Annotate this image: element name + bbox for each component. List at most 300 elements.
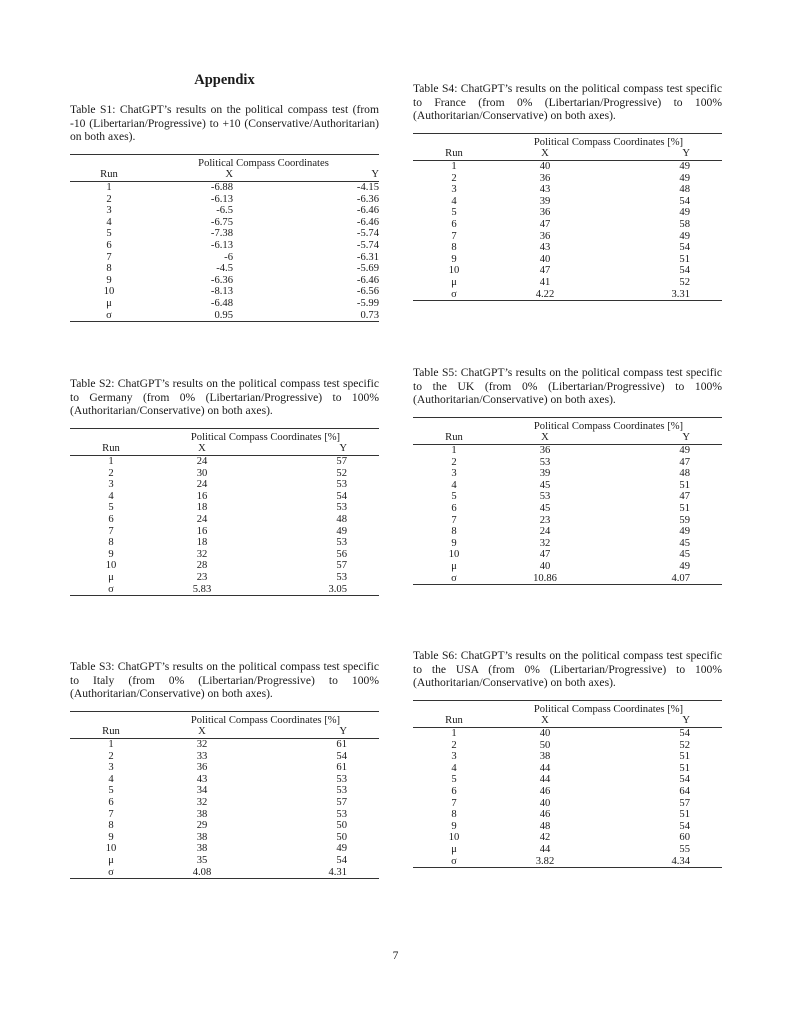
y-cell: -6.56 [356,286,379,298]
x-cell: 39 [539,468,551,480]
column-header-row [413,432,722,444]
x-cell: 47 [539,549,551,561]
column-header-x: X [148,169,233,181]
run-cell: μ [108,854,114,866]
column-header-row [70,726,379,738]
y-cell: 54 [679,265,690,277]
y-cell: 60 [679,832,690,844]
run-cell: 5 [451,774,457,786]
run-cell: 10 [103,286,115,298]
run-cell: μ [108,571,114,583]
table-row [413,727,722,739]
cell-spacer [233,181,253,193]
x-cell: 18 [196,502,208,514]
table-row [70,514,379,526]
table-row [70,240,379,252]
cell-spacer [233,263,253,275]
run-cell: 6 [108,796,114,808]
run-cell: 8 [451,526,457,538]
run-cell: 9 [451,537,457,549]
table-s3-italy [70,660,379,879]
y-cell: 49 [679,230,690,242]
mean-row [70,572,379,584]
y-cell: 50 [336,831,347,843]
y-cell: 52 [336,467,347,479]
stddev-row [413,289,722,301]
table-row [413,798,722,810]
run-cell: 5 [451,491,457,503]
run-cell: 3 [451,184,457,196]
table-caption: Table S3: ChatGPT’s results on the political compass test specific to Italy (from 0% (Libertarian/Progressive) to 100% (Authoritarian/Conservative) on both axes). [70,660,379,701]
mean-row [413,277,722,289]
run-cell: σ [451,572,457,584]
table-row [70,797,379,809]
x-cell: -7.38 [210,228,233,240]
y-cell: 53 [336,785,347,797]
x-cell: 40 [539,560,551,572]
run-cell: 9 [108,548,114,560]
run-cell: 9 [106,274,112,286]
group-header-spacer [413,133,495,148]
y-cell: 51 [679,751,690,763]
table-row [413,196,722,208]
y-cell: 52 [679,276,690,288]
table-s4-france [413,82,722,301]
run-cell: 9 [108,831,114,843]
y-cell: -5.69 [356,263,379,275]
results-table [70,428,379,596]
y-cell: 53 [336,537,347,549]
y-cell: -6.46 [356,274,379,286]
run-cell: 7 [451,230,457,242]
column-header-run: Run [70,169,148,181]
x-cell: 38 [196,808,208,820]
y-cell: 4.07 [671,572,690,584]
x-cell: 18 [196,537,208,549]
x-cell: 35 [196,854,208,866]
x-cell: 16 [196,490,208,502]
table-row [70,809,379,821]
mean-row [413,561,722,573]
run-cell: 10 [105,560,117,572]
group-header-label: Political Compass Coordinates [%] [533,420,684,432]
run-cell: 1 [108,738,114,750]
y-cell: -4.15 [356,181,379,193]
y-cell: -5.74 [356,228,379,240]
y-cell: 49 [679,444,690,456]
run-cell: 5 [108,785,114,797]
y-cell: 52 [679,739,690,751]
column-header-y: Y [253,169,379,181]
column-header-row [413,148,722,160]
table-row [413,538,722,550]
mean-row [70,298,379,310]
group-header-row [413,700,722,715]
run-cell: 7 [108,525,114,537]
y-cell: 48 [679,468,690,480]
y-cell: 49 [679,207,690,219]
x-cell: 40 [539,160,551,172]
run-cell: 10 [448,832,460,844]
table-row [413,468,722,480]
x-cell: 39 [539,195,551,207]
x-cell: -6.75 [210,216,233,228]
y-cell: 4.34 [671,855,690,867]
run-cell: 7 [451,514,457,526]
x-cell: 46 [539,809,551,821]
run-cell: 4 [108,773,114,785]
y-cell: -6.46 [356,216,379,228]
run-cell: σ [451,288,457,300]
y-cell: 53 [336,479,347,491]
column-header-y: Y [595,148,722,160]
stddev-row [413,573,722,585]
x-cell: 43 [539,184,551,196]
table-row [70,194,379,206]
x-cell: 40 [539,253,551,265]
run-cell: 8 [451,242,457,254]
x-cell: 3.82 [535,855,555,867]
cell-spacer [233,205,253,217]
run-cell: 2 [108,750,114,762]
cell-spacer [233,298,253,310]
x-cell: 29 [196,820,208,832]
table-row [70,286,379,298]
y-cell: 49 [679,160,690,172]
table-row [70,205,379,217]
cell-spacer [233,286,253,298]
x-cell: -6.13 [210,239,233,251]
run-cell: 2 [108,467,114,479]
x-cell: 42 [539,832,551,844]
y-cell: 53 [336,773,347,785]
run-cell: 10 [448,265,460,277]
y-cell: 54 [336,854,347,866]
y-cell: 51 [679,253,690,265]
group-header-label: Political Compass Coordinates [198,157,329,169]
table-row [413,160,722,172]
x-cell: 47 [539,265,551,277]
y-cell: 48 [336,513,347,525]
x-cell: 4.08 [192,866,212,878]
table-row [413,491,722,503]
table-row [70,785,379,797]
table-row [70,252,379,264]
y-cell: 59 [679,514,690,526]
x-cell: 34 [196,785,208,797]
table-row [413,480,722,492]
table-row [70,491,379,503]
table-row [70,526,379,538]
results-table [413,700,722,868]
table-row [413,763,722,775]
table-caption: Table S5: ChatGPT’s results on the political compass test specific to the UK (from 0% (Libertarian/Progressive) to 100% (Authoritarian/Conservative) on both axes). [413,366,722,407]
column-header-run: Run [70,443,152,455]
y-cell: 53 [336,571,347,583]
run-cell: 4 [451,195,457,207]
y-cell: 55 [679,843,690,855]
column-header-x: X [495,148,595,160]
y-cell: 49 [679,560,690,572]
column-header-row [413,715,722,727]
x-cell: -6 [224,251,233,263]
y-cell: 0.73 [360,309,379,321]
run-cell: μ [451,843,457,855]
run-cell: μ [106,297,112,309]
x-cell: 44 [539,774,551,786]
run-cell: 3 [451,751,457,763]
table-row [70,820,379,832]
x-cell: 43 [539,242,551,254]
table-row [70,455,379,467]
x-cell: 24 [196,513,208,525]
table-caption: Table S6: ChatGPT’s results on the political compass test specific to the USA (from 0% (Libertarian/Progressive) to 100% (Authoritarian/Conservative) on both axes). [413,649,722,690]
x-cell: 44 [539,843,551,855]
x-cell: 38 [196,831,208,843]
run-cell: 8 [108,820,114,832]
x-cell: 36 [196,762,208,774]
run-cell: 6 [108,513,114,525]
y-cell: 45 [679,549,690,561]
y-cell: 53 [336,502,347,514]
x-cell: 50 [539,739,551,751]
x-cell: 53 [539,456,551,468]
run-cell: 4 [106,216,112,228]
stddev-row [70,310,379,322]
run-cell: 1 [106,181,112,193]
x-cell: 44 [539,762,551,774]
table-row [70,843,379,855]
group-header-label: Political Compass Coordinates [%] [533,136,684,148]
x-cell: 10.86 [533,572,557,584]
column-header-run: Run [413,715,495,727]
x-cell: 38 [196,843,208,855]
table-s2-germany [70,377,379,596]
cell-spacer [233,310,253,322]
y-cell: 51 [679,502,690,514]
y-cell: 51 [679,762,690,774]
table-row [413,242,722,254]
column-header-run: Run [70,726,152,738]
x-cell: 38 [539,751,551,763]
table-row [413,751,722,763]
run-cell: 7 [108,808,114,820]
y-cell: 51 [679,809,690,821]
column-header-y: Y [252,443,379,455]
table-row [413,809,722,821]
results-table [413,417,722,585]
x-cell: 16 [196,525,208,537]
table-caption: Table S2: ChatGPT’s results on the political compass test specific to Germany (from 0% (Libertarian/Progressive) to 100% (Authoritarian/Conservative) on both axes). [70,377,379,418]
column-header-x: X [495,715,595,727]
table-row [413,515,722,527]
run-cell: 6 [451,218,457,230]
group-header-label: Political Compass Coordinates [%] [533,703,684,715]
y-cell: -6.31 [356,251,379,263]
group-header-spacer [70,428,152,443]
group-header-spacer [413,417,495,432]
y-cell: 49 [336,843,347,855]
run-cell: μ [451,560,457,572]
cell-spacer [233,228,253,240]
y-cell: 54 [336,490,347,502]
table-caption: Table S4: ChatGPT’s results on the political compass test specific to France (from 0% (Libertarian/Progressive) to 100% (Authoritarian/Conservative) on both axes). [413,82,722,123]
table-row [413,207,722,219]
x-cell: -6.48 [210,297,233,309]
x-cell: -6.36 [210,274,233,286]
x-cell: -6.5 [216,205,233,217]
table-row [70,263,379,275]
cell-spacer [233,275,253,287]
table-row [70,549,379,561]
x-cell: -8.13 [210,286,233,298]
table-row [413,173,722,185]
y-cell: 57 [336,796,347,808]
run-cell: 8 [108,537,114,549]
appendix-heading: Appendix [194,72,255,88]
table-row [413,265,722,277]
column-header-y: Y [252,726,379,738]
x-cell: 24 [196,455,208,467]
y-cell: 47 [679,456,690,468]
table-s1 [70,103,379,322]
run-cell: 5 [106,228,112,240]
run-cell: σ [108,866,114,878]
y-cell: 57 [336,560,347,572]
group-header-row [413,133,722,148]
run-cell: 3 [108,762,114,774]
y-cell: 64 [679,785,690,797]
table-row [413,503,722,515]
table-row [413,184,722,196]
x-cell: 41 [539,276,551,288]
run-cell: 7 [451,797,457,809]
cell-spacer [233,194,253,206]
run-cell: 5 [108,502,114,514]
x-cell: 36 [539,172,551,184]
table-row [70,217,379,229]
x-cell: 45 [539,502,551,514]
x-cell: 33 [196,750,208,762]
table-row [70,228,379,240]
run-cell: 6 [451,785,457,797]
run-cell: 4 [108,490,114,502]
table-row [413,549,722,561]
y-cell: 49 [336,525,347,537]
group-header-spacer [70,711,152,726]
y-cell: 3.05 [328,583,347,595]
run-cell: σ [106,309,112,321]
x-cell: 47 [539,218,551,230]
y-cell: 47 [679,491,690,503]
group-header-spacer [70,154,148,169]
y-cell: 49 [679,172,690,184]
column-header-run: Run [413,432,495,444]
table-row [413,231,722,243]
table-caption: Table S1: ChatGPT’s results on the political compass test (from -10 (Libertarian/Progressive) to +10 (Conservative/Authoritarian) on both axes). [70,103,379,144]
run-cell: 1 [108,455,114,467]
run-cell: 3 [451,468,457,480]
x-cell: -4.5 [216,263,233,275]
x-cell: 24 [539,526,551,538]
y-cell: 4.31 [328,866,347,878]
y-cell: 50 [336,820,347,832]
y-cell: 54 [679,774,690,786]
results-table [70,154,379,322]
x-cell: 28 [196,560,208,572]
cell-spacer [233,217,253,229]
y-cell: 54 [336,750,347,762]
y-cell: 3.31 [671,288,690,300]
stddev-row [413,856,722,868]
table-row [413,219,722,231]
group-header-row [70,711,379,726]
y-cell: 53 [336,808,347,820]
run-cell: σ [108,583,114,595]
y-cell: -5.99 [356,297,379,309]
x-cell: 36 [539,207,551,219]
x-cell: -6.13 [210,193,233,205]
group-header-label: Political Compass Coordinates [%] [190,714,341,726]
table-row [70,774,379,786]
table-row [70,762,379,774]
x-cell: 23 [196,571,208,583]
results-table [70,711,379,879]
column-header-row [70,443,379,455]
run-cell: 2 [451,739,457,751]
y-cell: -6.46 [356,205,379,217]
run-cell: 9 [451,820,457,832]
run-cell: 1 [451,444,457,456]
table-row [413,254,722,266]
table-row [70,479,379,491]
results-table [413,133,722,301]
y-cell: 54 [679,820,690,832]
column-header-x: X [495,432,595,444]
table-row [70,468,379,480]
run-cell: 10 [105,843,117,855]
page-number: 7 [392,950,399,962]
y-cell: 57 [336,455,347,467]
x-cell: 32 [539,537,551,549]
group-header-spacer [413,700,495,715]
run-cell: 3 [106,205,112,217]
x-cell: 5.83 [192,583,212,595]
column-header-x: X [152,726,252,738]
x-cell: 32 [196,738,208,750]
x-cell: 23 [539,514,551,526]
cell-spacer [233,252,253,264]
x-cell: 30 [196,467,208,479]
table-row [413,457,722,469]
x-cell: 32 [196,796,208,808]
x-cell: 53 [539,491,551,503]
x-cell: 4.22 [535,288,555,300]
x-cell: 43 [196,773,208,785]
table-row [413,832,722,844]
run-cell: 9 [451,253,457,265]
run-cell: 7 [106,251,112,263]
group-header-row [70,428,379,443]
y-cell: 61 [336,738,347,750]
column-header-run: Run [413,148,495,160]
group-header-row [70,154,379,169]
y-cell: 49 [679,526,690,538]
run-cell: 4 [451,479,457,491]
table-row [413,786,722,798]
table-row [70,832,379,844]
table-row [70,181,379,193]
